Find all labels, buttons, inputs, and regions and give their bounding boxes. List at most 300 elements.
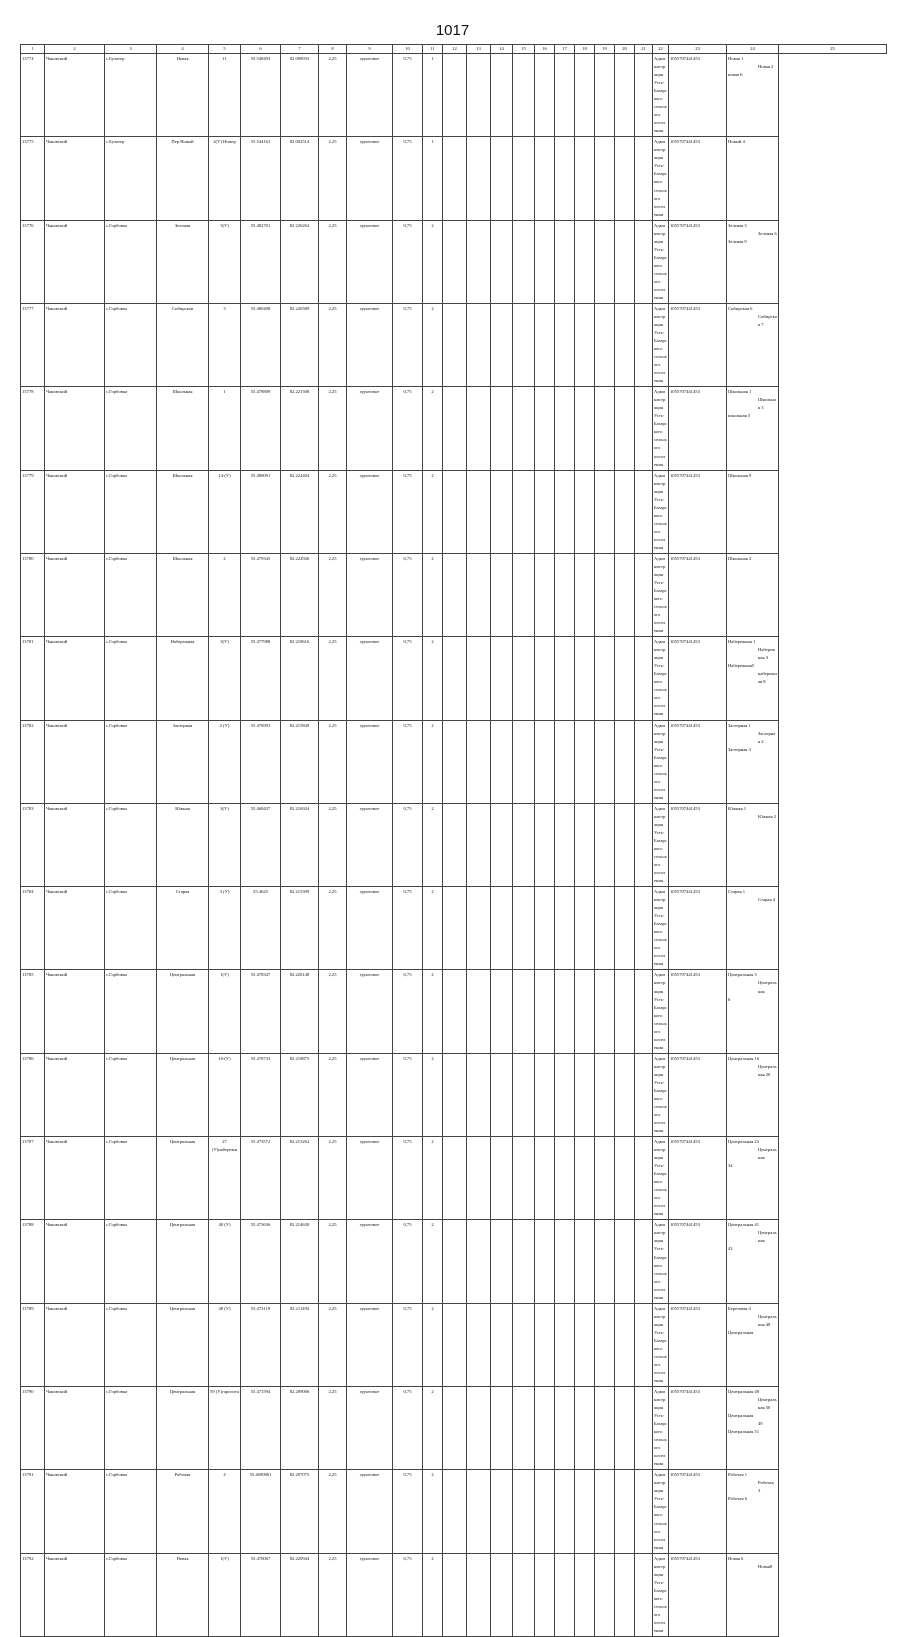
addresses-cell [727,637,779,720]
address-line: Новая 2 [758,64,774,70]
address-line: Школьная 2 [728,555,752,561]
empty-cell [555,1220,575,1303]
column-number: 14 [491,45,513,54]
empty-cell [635,1137,653,1220]
empty-cell [555,1553,575,1636]
empty-cell [615,637,635,720]
address-line: Березовая 4 [728,1305,751,1311]
empty-cell [467,470,491,553]
ogrn-cell: 1055707441453 [669,720,727,803]
addresses-cell [727,137,779,220]
category-cell: 2 [423,1220,443,1303]
width-cell: 2,25 [319,637,347,720]
address-line: Рабочая 6 [728,1496,748,1502]
empty-cell [443,1387,467,1470]
table-row [21,220,887,303]
surface-cell: грунтовое [347,1553,393,1636]
empty-cell [491,1470,513,1553]
street-cell: Центральная [157,1387,209,1470]
addresses-cell [727,970,779,1053]
column-number-row [21,45,887,54]
empty-cell [575,637,595,720]
settlement-cell: с.Горбовка [105,1470,157,1553]
empty-cell [615,803,635,886]
length-cell: 0,75 [393,137,423,220]
empty-cell [535,803,555,886]
table-row [21,1470,887,1553]
surface-cell: грунтовое [347,1053,393,1136]
empty-cell [635,1053,653,1136]
table-row [21,970,887,1053]
empty-cell [595,1470,615,1553]
empty-cell [595,887,615,970]
empty-cell [635,220,653,303]
latitude-cell: 55.482701 [241,220,281,303]
empty-cell [555,137,575,220]
longitude-cell: 82.207075 [281,1470,319,1553]
empty-cell [595,553,615,636]
empty-cell [443,1470,467,1553]
settlement-cell: с.Горбовка [105,803,157,886]
empty-cell [491,1137,513,1220]
street-cell: Центральная [157,1303,209,1386]
owner-cell: Администрация Усть-Базарского сельского поселения [653,137,669,220]
address-line: Центральная 20 [758,1063,777,1077]
empty-cell [535,553,555,636]
district-cell: Чановский [45,1387,105,1470]
length-cell: 0,75 [393,303,423,386]
empty-cell [443,470,467,553]
latitude-cell: 55.477988 [241,637,281,720]
empty-cell [615,887,635,970]
district-cell: Чановский [45,1053,105,1136]
category-cell: 2 [423,220,443,303]
empty-cell [635,387,653,470]
address-line: Южная 2 [758,813,777,819]
empty-cell [555,220,575,303]
empty-cell [491,303,513,386]
owner-cell: Администрация Усть-Базарского сельского поселения [653,887,669,970]
longitude-cell: 82.215399 [281,887,319,970]
empty-cell [491,720,513,803]
empty-cell [467,720,491,803]
latitude-cell: 55.473118 [241,1303,281,1386]
address-line: Заозерная 2 [758,730,776,744]
longitude-cell: 82.226262 [281,220,319,303]
latitude-cell: 55.480091 [241,470,281,553]
width-cell: 2,25 [319,1220,347,1303]
latitude-cell: 55.478347 [241,970,281,1053]
length-cell: 0,75 [393,1220,423,1303]
empty-cell [595,1053,615,1136]
ogrn-cell: 1055707441453 [669,637,727,720]
empty-cell [575,887,595,970]
empty-cell [443,387,467,470]
district-cell: Чановский [45,1137,105,1220]
house-cell: 16-(У) [209,1053,241,1136]
owner-cell: Администрация Усть-Базарского сельского поселения [653,720,669,803]
empty-cell [575,137,595,220]
ogrn-cell: 1055707441453 [669,1137,727,1220]
table-row [21,637,887,720]
category-cell: 2 [423,470,443,553]
district-cell: Чановский [45,637,105,720]
length-cell: 0,75 [393,1053,423,1136]
empty-cell [575,1053,595,1136]
house-cell: 3 [209,303,241,386]
length-cell: 0,75 [393,220,423,303]
column-number: 21 [635,45,653,54]
table-row [21,1053,887,1136]
empty-cell [615,1137,635,1220]
house-cell: 4 [209,1470,241,1553]
address-line: Старая 4 [758,897,776,903]
empty-cell [513,1553,535,1636]
district-cell: Чановский [45,1553,105,1636]
district-cell: Чановский [45,553,105,636]
owner-cell: Администрация Усть-Базарского сельского поселения [653,54,669,137]
empty-cell [443,1053,467,1136]
address-line: Новая8 [758,1563,773,1569]
settlement-cell: с.Горбовка [105,1053,157,1136]
street-cell: Школьная [157,387,209,470]
address-line: Рабочая 3 [758,1480,774,1494]
table-row [21,1387,887,1470]
empty-cell [615,1553,635,1636]
address-line: новая 6 [728,72,743,78]
longitude-cell: 82.209006 [281,1387,319,1470]
empty-cell [575,470,595,553]
empty-cell [595,1137,615,1220]
empty-cell [535,1470,555,1553]
empty-cell [595,970,615,1053]
owner-cell: Администрация Усть-Базарского сельского поселения [653,970,669,1053]
latitude-cell: 55.4690861 [241,1470,281,1553]
column-number: 2 [45,45,105,54]
addresses-cell [727,1387,779,1470]
empty-cell [513,54,535,137]
longitude-cell: 82.214630 [281,1220,319,1303]
empty-cell [467,803,491,886]
surface-cell: грунтовое [347,887,393,970]
length-cell: 0,75 [393,803,423,886]
street-cell: Пер.Новый [157,137,209,220]
street-cell: Южная [157,803,209,886]
empty-cell [443,220,467,303]
settlement-cell: с.Булатер [105,54,157,137]
ogrn-cell: 1055707441453 [669,54,727,137]
longitude-cell: 82.226148 [281,970,319,1053]
longitude-cell: 82.222404 [281,470,319,553]
category-cell: 2 [423,1387,443,1470]
empty-cell [491,1303,513,1386]
length-cell: 0,75 [393,970,423,1053]
surface-cell: грунтовое [347,387,393,470]
empty-cell [575,970,595,1053]
addresses-cell [727,303,779,386]
address-line: Центральная 41 [728,1222,759,1228]
address-line: Сибирская 7 [758,313,777,327]
empty-cell [513,387,535,470]
addresses-cell [727,1553,779,1636]
street-cell: Центральная [157,1220,209,1303]
district-cell: Чановский [45,887,105,970]
owner-cell: Администрация Усть-Базарского сельского поселения [653,803,669,886]
empty-cell [595,637,615,720]
column-number: 7 [281,45,319,54]
column-number: 23 [669,45,727,54]
settlement-cell: с.Горбовка [105,1137,157,1220]
empty-cell [635,54,653,137]
owner-cell: Администрация Усть-Базарского сельского поселения [653,470,669,553]
empty-cell [467,303,491,386]
column-number: 10 [393,45,423,54]
row-id: 13782 [21,720,45,803]
empty-cell [635,1553,653,1636]
empty-cell [635,137,653,220]
empty-cell [513,137,535,220]
empty-cell [635,970,653,1053]
row-id: 13781 [21,637,45,720]
empty-cell [535,720,555,803]
empty-cell [491,470,513,553]
house-cell: 27 (У)набережн [209,1137,241,1220]
row-id: 13779 [21,470,45,553]
house-cell: 1 [209,387,241,470]
ogrn-cell: 1055707441453 [669,1553,727,1636]
address-line: Центральная 48 [758,1313,777,1327]
latitude-cell: 55.476993 [241,720,281,803]
empty-cell [555,303,575,386]
ogrn-cell: 1055707441453 [669,970,727,1053]
empty-cell [635,1303,653,1386]
surface-cell: грунтовое [347,1220,393,1303]
empty-cell [635,637,653,720]
latitude-cell: 55.470067 [241,1553,281,1636]
empty-cell [467,970,491,1053]
ogrn-cell: 1055707441453 [669,220,727,303]
surface-cell: грунтовое [347,54,393,137]
empty-cell [443,887,467,970]
category-cell: 2 [423,887,443,970]
empty-cell [535,1387,555,1470]
category-cell: 2 [423,553,443,636]
column-number: 1 [21,45,45,54]
surface-cell: грунтовое [347,720,393,803]
house-cell: 2(У) Номер [209,137,241,220]
empty-cell [615,1470,635,1553]
settlement-cell: с.Горбовка [105,720,157,803]
empty-cell [555,1137,575,1220]
addresses-cell [727,720,779,803]
empty-cell [635,1220,653,1303]
street-cell: Рабочая [157,1470,209,1553]
empty-cell [575,1137,595,1220]
empty-cell [575,803,595,886]
longitude-cell: 82.222926 [281,553,319,636]
address-line: Зеленая 3 [728,222,747,228]
empty-cell [513,1220,535,1303]
row-id: 13787 [21,1137,45,1220]
house-cell: 3(У) [209,803,241,886]
table-row [21,553,887,636]
empty-cell [615,137,635,220]
settlement-cell: с.Горбовка [105,887,157,970]
category-cell: 2 [423,970,443,1053]
addresses-cell [727,387,779,470]
surface-cell: грунтовое [347,1470,393,1553]
table-row [21,803,887,886]
width-cell: 2,25 [319,470,347,553]
width-cell: 2,25 [319,1387,347,1470]
width-cell: 2,25 [319,553,347,636]
address-line: Новая 1 [728,56,744,61]
length-cell: 0,75 [393,1137,423,1220]
ogrn-cell: 1055707441453 [669,553,727,636]
row-id: 13784 [21,887,45,970]
addresses-cell [727,470,779,553]
row-id: 13778 [21,387,45,470]
category-cell: 2 [423,803,443,886]
column-number: 19 [595,45,615,54]
row-id: 13791 [21,1470,45,1553]
empty-cell [535,1137,555,1220]
empty-cell [635,303,653,386]
column-number: 11 [423,45,443,54]
longitude-cell: 82.213262 [281,1137,319,1220]
empty-cell [513,887,535,970]
empty-cell [595,137,615,220]
district-cell: Чановский [45,54,105,137]
street-cell: Зеленая [157,220,209,303]
settlement-cell: с.Горбовка [105,220,157,303]
row-id: 13783 [21,803,45,886]
empty-cell [635,553,653,636]
settlement-cell: с.Горбовка [105,553,157,636]
column-number: 4 [157,45,209,54]
addresses-cell [727,1470,779,1553]
empty-cell [513,1470,535,1553]
table-row [21,1137,887,1220]
empty-cell [513,553,535,636]
street-cell: Сибирская [157,303,209,386]
empty-cell [443,1553,467,1636]
house-cell: 1(У) [209,1553,241,1636]
street-cell: Новая [157,54,209,137]
empty-cell [555,970,575,1053]
empty-cell [635,887,653,970]
longitude-cell: 82.218616 [281,637,319,720]
empty-cell [491,803,513,886]
settlement-cell: с.Булатер [105,137,157,220]
empty-cell [467,553,491,636]
empty-cell [491,1553,513,1636]
empty-cell [491,1220,513,1303]
empty-cell [595,303,615,386]
longitude-cell: 82.008933 [281,54,319,137]
width-cell: 2,25 [319,720,347,803]
row-id: 13790 [21,1387,45,1470]
table-row [21,1553,887,1636]
address-line: Новый 4 [728,139,745,145]
length-cell: 0,75 [393,1470,423,1553]
addresses-cell [727,1053,779,1136]
addresses-cell [727,220,779,303]
length-cell: 0,75 [393,1303,423,1386]
address-line: 43 [728,1246,733,1252]
house-cell: 2 [209,553,241,636]
latitude-cell: 55.471594 [241,1387,281,1470]
address-line: набережная 8 [758,671,777,685]
width-cell: 2,25 [319,1303,347,1386]
row-id: 13775 [21,137,45,220]
empty-cell [443,637,467,720]
address-line: Сибирская 6 [728,305,753,311]
category-cell: 2 [423,1470,443,1553]
ogrn-cell: 1055707441453 [669,803,727,886]
width-cell: 2,25 [319,54,347,137]
address-line: Центральная [758,1230,777,1244]
empty-cell [555,1053,575,1136]
category-cell: 2 [423,637,443,720]
empty-cell [467,387,491,470]
street-cell: Набережная [157,637,209,720]
empty-cell [615,970,635,1053]
empty-cell [555,803,575,886]
empty-cell [575,720,595,803]
surface-cell: грунтовое [347,470,393,553]
empty-cell [575,1553,595,1636]
length-cell: 0,75 [393,1387,423,1470]
empty-cell [575,553,595,636]
row-id: 13777 [21,303,45,386]
registry-table [20,44,887,1637]
empty-cell [467,887,491,970]
category-cell: 2 [423,387,443,470]
address-line: Центральная 23 [728,1139,759,1145]
ogrn-cell: 1055707441453 [669,1470,727,1553]
latitude-cell: 55.478733 [241,1053,281,1136]
width-cell: 2,25 [319,220,347,303]
settlement-cell: с.Горбовка [105,387,157,470]
width-cell: 2,25 [319,1470,347,1553]
latitude-cell: 55.473572 [241,1137,281,1220]
district-cell: Чановский [45,1220,105,1303]
empty-cell [595,720,615,803]
empty-cell [513,637,535,720]
house-cell: 14-(У) [209,470,241,553]
ogrn-cell: 1055707441453 [669,1303,727,1386]
row-id: 13789 [21,1303,45,1386]
empty-cell [491,553,513,636]
empty-cell [635,1470,653,1553]
empty-cell [535,137,555,220]
empty-cell [491,220,513,303]
column-number: 16 [535,45,555,54]
address-line: школьная 5 [728,413,751,419]
ogrn-cell: 1055707441453 [669,1387,727,1470]
empty-cell [513,1303,535,1386]
length-cell: 0,75 [393,887,423,970]
row-id: 13786 [21,1053,45,1136]
address-line: Центральная [758,980,777,994]
addresses-cell [727,887,779,970]
table-row [21,387,887,470]
surface-cell: грунтовое [347,553,393,636]
addresses-cell [727,803,779,886]
category-cell: 2 [423,720,443,803]
settlement-cell: с.Горбовка [105,637,157,720]
